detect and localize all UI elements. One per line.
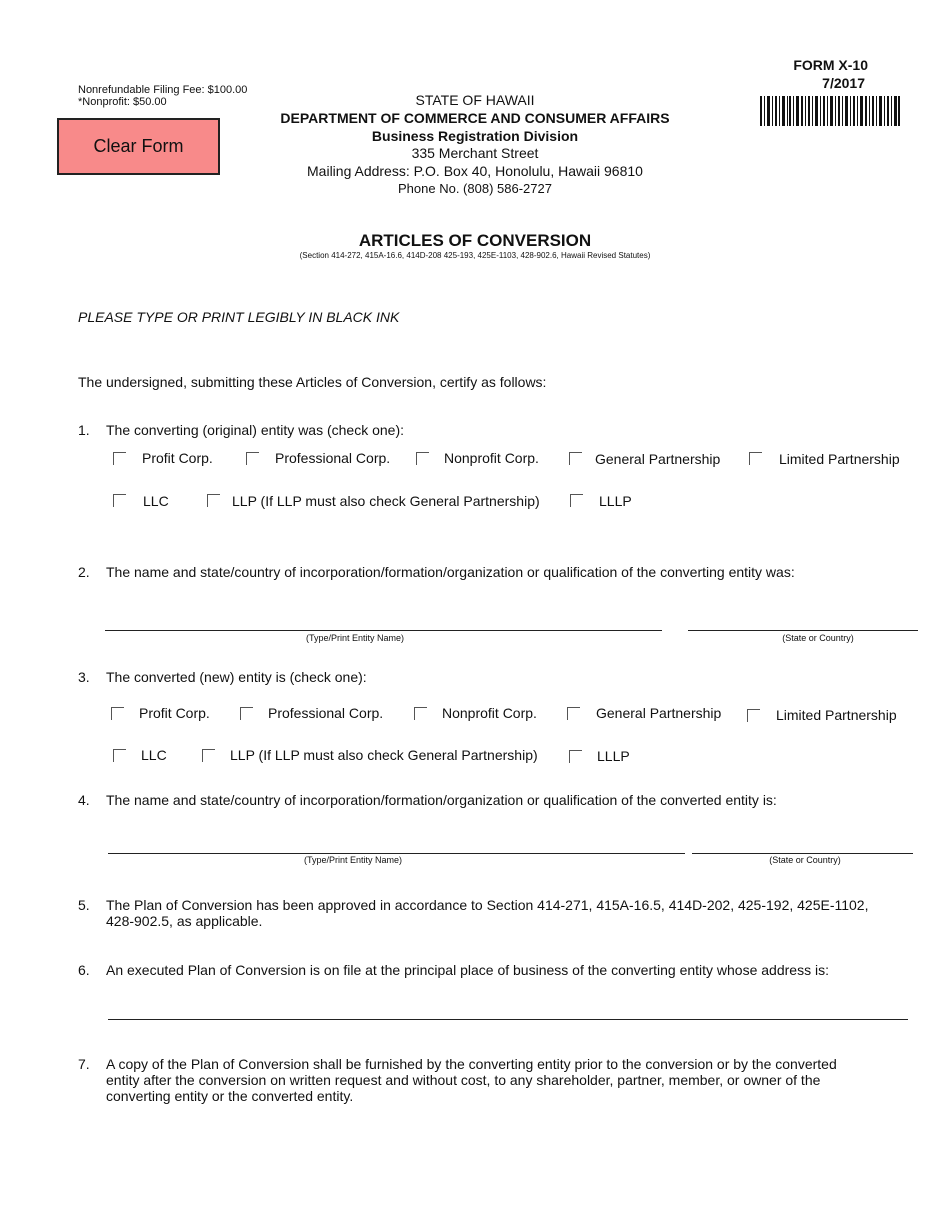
converted-llc-label: LLC bbox=[141, 747, 167, 763]
converted-nonprofit-corp-label: Nonprofit Corp. bbox=[442, 705, 537, 721]
converting-state-field[interactable] bbox=[688, 630, 918, 631]
original-llc-checkbox[interactable] bbox=[113, 494, 126, 507]
converted-entity-name-caption: (Type/Print Entity Name) bbox=[303, 855, 403, 865]
original-general-partnership-checkbox[interactable] bbox=[569, 452, 582, 465]
original-llc-label: LLC bbox=[143, 493, 169, 509]
converted-general-partnership-checkbox[interactable] bbox=[567, 707, 580, 720]
original-limited-partnership-checkbox[interactable] bbox=[749, 452, 762, 465]
item-5-number: 5. bbox=[78, 897, 90, 913]
item-1-text: The converting (original) entity was (check one): bbox=[106, 422, 405, 438]
street-address: 335 Merchant Street bbox=[411, 145, 539, 161]
converted-profit-corp-checkbox[interactable] bbox=[111, 707, 124, 720]
original-llp-checkbox[interactable] bbox=[207, 494, 220, 507]
converted-professional-corp-checkbox[interactable] bbox=[240, 707, 253, 720]
original-nonprofit-corp-label: Nonprofit Corp. bbox=[444, 450, 539, 466]
form-title: ARTICLES OF CONVERSION bbox=[358, 231, 592, 250]
nonprofit-fee: *Nonprofit: $50.00 bbox=[78, 96, 167, 108]
converted-lllp-label: LLLP bbox=[597, 748, 630, 764]
converted-llp-label: LLP (If LLP must also check General Partnership) bbox=[230, 747, 538, 763]
item-7-number: 7. bbox=[78, 1056, 90, 1072]
converted-general-partnership-label: General Partnership bbox=[596, 705, 722, 721]
intro-statement: The undersigned, submitting these Articles of Conversion, certify as follows: bbox=[78, 374, 547, 390]
division-name: Business Registration Division bbox=[371, 128, 579, 144]
converted-nonprofit-corp-checkbox[interactable] bbox=[414, 707, 427, 720]
state-name: STATE OF HAWAII bbox=[415, 92, 535, 108]
converted-lllp-checkbox[interactable] bbox=[569, 750, 582, 763]
item-6-number: 6. bbox=[78, 962, 90, 978]
item-7-text: A copy of the Plan of Conversion shall be furnished by the converting entity prior to the conversion or by the converted entity after the conversion on written request and without cost, to any shareholder, partner, member, or owner of the converting entity or the converted entity. bbox=[106, 1056, 837, 1104]
item-6-text: An executed Plan of Conversion is on file at the principal place of business of the converting entity whose address is: bbox=[106, 962, 829, 978]
original-general-partnership-label: General Partnership bbox=[595, 451, 721, 467]
original-limited-partnership-label: Limited Partnership bbox=[779, 451, 900, 467]
converted-state-field[interactable] bbox=[692, 853, 913, 854]
converted-state-caption: (State or Country) bbox=[769, 855, 841, 865]
item-4-text: The name and state/country of incorporation/formation/organization or qualification of the converted entity is: bbox=[106, 792, 777, 808]
original-profit-corp-checkbox[interactable] bbox=[113, 452, 126, 465]
original-professional-corp-checkbox[interactable] bbox=[246, 452, 259, 465]
ink-instruction: PLEASE TYPE OR PRINT LEGIBLY IN BLACK INK bbox=[78, 309, 400, 325]
converted-limited-partnership-checkbox[interactable] bbox=[747, 709, 760, 722]
clear-form-button[interactable]: Clear Form bbox=[57, 118, 220, 175]
converting-state-caption: (State or Country) bbox=[782, 633, 854, 643]
original-lllp-checkbox[interactable] bbox=[570, 494, 583, 507]
converted-llp-checkbox[interactable] bbox=[202, 749, 215, 762]
item-2-text: The name and state/country of incorporation/formation/organization or qualification of the converting entity was: bbox=[106, 564, 795, 580]
form-date: 7/2017 bbox=[822, 75, 865, 91]
original-nonprofit-corp-checkbox[interactable] bbox=[416, 452, 429, 465]
item-3-number: 3. bbox=[78, 669, 90, 685]
item-1-number: 1. bbox=[78, 422, 90, 438]
phone-number: Phone No. (808) 586-2727 bbox=[398, 181, 552, 196]
converted-entity-name-field[interactable] bbox=[108, 853, 685, 854]
converted-llc-checkbox[interactable] bbox=[113, 749, 126, 762]
original-llp-label: LLP (If LLP must also check General Partnership) bbox=[232, 493, 540, 509]
converted-profit-corp-label: Profit Corp. bbox=[139, 705, 210, 721]
item-2-number: 2. bbox=[78, 564, 90, 580]
mailing-address: Mailing Address: P.O. Box 40, Honolulu, Hawaii 96810 bbox=[307, 163, 643, 179]
filing-fee: Nonrefundable Filing Fee: $100.00 bbox=[78, 84, 248, 96]
converting-entity-name-caption: (Type/Print Entity Name) bbox=[305, 633, 405, 643]
item-4-number: 4. bbox=[78, 792, 90, 808]
form-id: FORM X-10 bbox=[793, 57, 868, 73]
converted-professional-corp-label: Professional Corp. bbox=[268, 705, 384, 721]
statute-citation: (Section 414-272, 415A-16.6, 414D-208 425-193, 425E-1103, 428-902.6, Hawaii Revised Statutes) bbox=[299, 251, 651, 260]
original-lllp-label: LLLP bbox=[599, 493, 632, 509]
original-profit-corp-label: Profit Corp. bbox=[142, 450, 213, 466]
original-professional-corp-label: Professional Corp. bbox=[275, 450, 391, 466]
plan-address-field[interactable] bbox=[108, 1019, 908, 1020]
department-name: DEPARTMENT OF COMMERCE AND CONSUMER AFFAIRS bbox=[280, 110, 670, 126]
converting-entity-name-field[interactable] bbox=[105, 630, 662, 631]
converted-limited-partnership-label: Limited Partnership bbox=[776, 707, 897, 723]
item-5-text: The Plan of Conversion has been approved in accordance to Section 414-271, 415A-16.5, 414D-202, 425-192, 425E-1102, 428-902.5, as applicable. bbox=[106, 897, 869, 929]
item-3-text: The converted (new) entity is (check one): bbox=[106, 669, 367, 685]
barcode-icon bbox=[760, 96, 900, 126]
